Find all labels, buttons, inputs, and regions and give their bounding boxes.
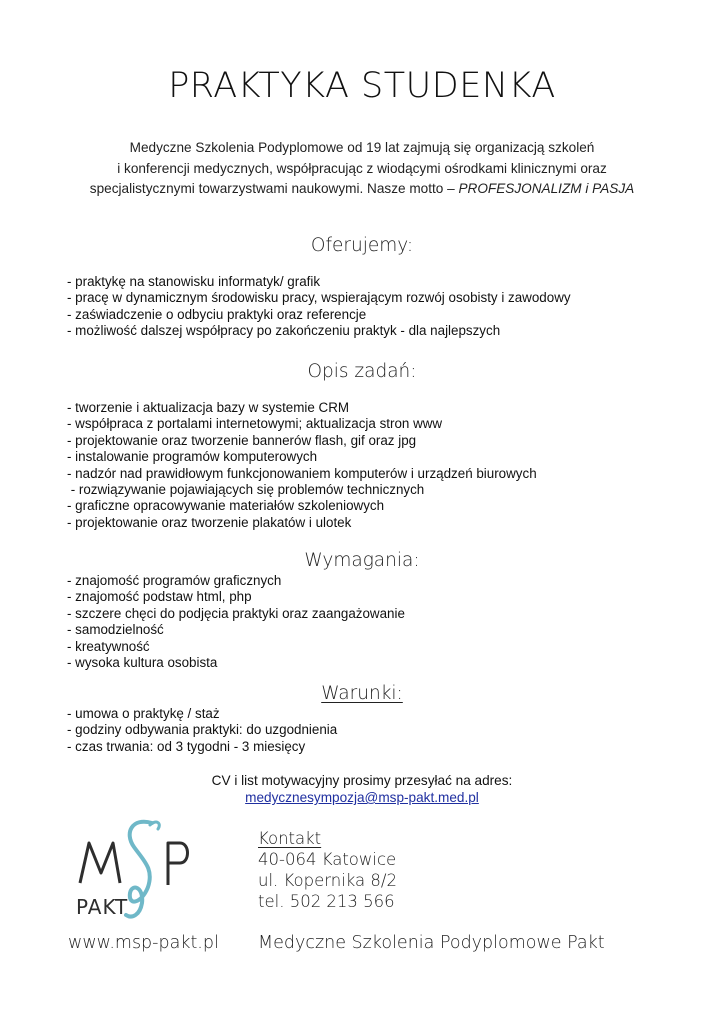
company-name: Medyczne Szkolenia Podyplomowe Pakt [258, 933, 605, 953]
tasks-list [67, 400, 537, 531]
list-item: - umowa o praktykę / staż [67, 706, 220, 721]
contact-label: Kontakt [258, 829, 322, 848]
section-heading-requirements: Wymagania: [304, 550, 420, 571]
list-item: - szczere chęci do podjęcia praktyki oraz zaangażowanie [67, 605, 405, 621]
logo-pakt-text: PAKT [76, 895, 129, 919]
contact-street: ul. Kopernika 8/2 [258, 871, 397, 890]
intro-line: Medyczne Szkolenia Podyplomowe od 19 lat zajmują się organizacją szkoleń [129, 140, 595, 155]
list-item: - projektowanie oraz tworzenie bannerów flash, gif oraz jpg [67, 432, 417, 448]
offer-list [67, 274, 571, 340]
list-item: - graficzne opracowywanie materiałów szkoleniowych [67, 498, 385, 514]
contact-phone: tel. 502 213 566 [258, 892, 395, 911]
logo-m [80, 843, 120, 883]
section-heading-conditions [0, 683, 724, 704]
logo-s-swirl [126, 822, 152, 917]
list-item: - kreatywność [67, 638, 150, 654]
list-item: - tworzenie i aktualizacja bazy w systemie CRM [67, 400, 350, 415]
intro-line: i konferencji medycznych, współpracując z wiodącymi ośrodkami klinicznymi oraz [117, 160, 607, 176]
cv-instructions [0, 772, 724, 806]
list-item: - znajomość programów graficznych [67, 573, 282, 588]
list-item: - pracę w dynamicznym środowisku pracy, wspierającym rozwój osobisty i zawodowy [67, 290, 571, 306]
logo-p [168, 843, 188, 885]
list-item: - rozwiązywanie pojawiających się problemów technicznych [67, 482, 425, 498]
list-item: - możliwość dalszej współpracy po zakończeniu praktyk - dla najlepszych [67, 323, 501, 339]
conditions-list [67, 706, 337, 755]
contact-block [258, 828, 397, 912]
intro-line [40, 179, 684, 200]
intro-paragraph [40, 138, 684, 200]
msp-pakt-logo [72, 815, 197, 925]
list-item: - projektowanie oraz tworzenie plakatów i ulotek [67, 514, 352, 530]
section-heading-tasks: Opis zadań: [307, 361, 417, 382]
contact-city: 40-064 Katowice [258, 850, 397, 869]
list-item: - znajomość podstaw html, php [67, 589, 252, 605]
email-link[interactable]: medycznesympozja@msp-pakt.med.pl [245, 790, 479, 805]
list-item: - czas trwania: od 3 tygodni - 3 miesięcy [67, 738, 306, 754]
list-item: - praktykę na stanowisku informatyk/ grafik [67, 274, 321, 289]
page-title: PRAKTYKA STUDENKA [168, 66, 556, 106]
list-item: - instalowanie programów komputerowych [67, 449, 318, 465]
list-item: - wysoka kultura osobista [67, 655, 218, 671]
list-item: - współpraca z portalami internetowymi; aktualizacja stron www [67, 416, 443, 432]
requirements-list [67, 573, 405, 671]
website-link[interactable]: www.msp-pakt.pl [68, 933, 219, 953]
list-item: - samodzielność [67, 622, 164, 638]
conditions-heading-text: Warunki: [321, 683, 403, 704]
logo-s-tail [150, 822, 159, 829]
section-heading-offer: Oferujemy: [310, 235, 414, 256]
list-item: - godziny odbywania praktyki: do uzgodnienia [67, 722, 338, 738]
list-item: - nadzór nad prawidłowym funkcjonowaniem komputerów i urządzeń biurowych [67, 465, 537, 481]
list-item: - zaświadczenie o odbyciu praktyki oraz referencje [67, 306, 367, 322]
motto: PROFESJONALIZM i PASJA [458, 181, 635, 196]
cv-text: CV i list motywacyjny prosimy przesyłać na adres: [211, 773, 513, 788]
intro-line-text: specjalistycznymi towarzystwami naukowymi. Nasze motto – [89, 181, 459, 196]
